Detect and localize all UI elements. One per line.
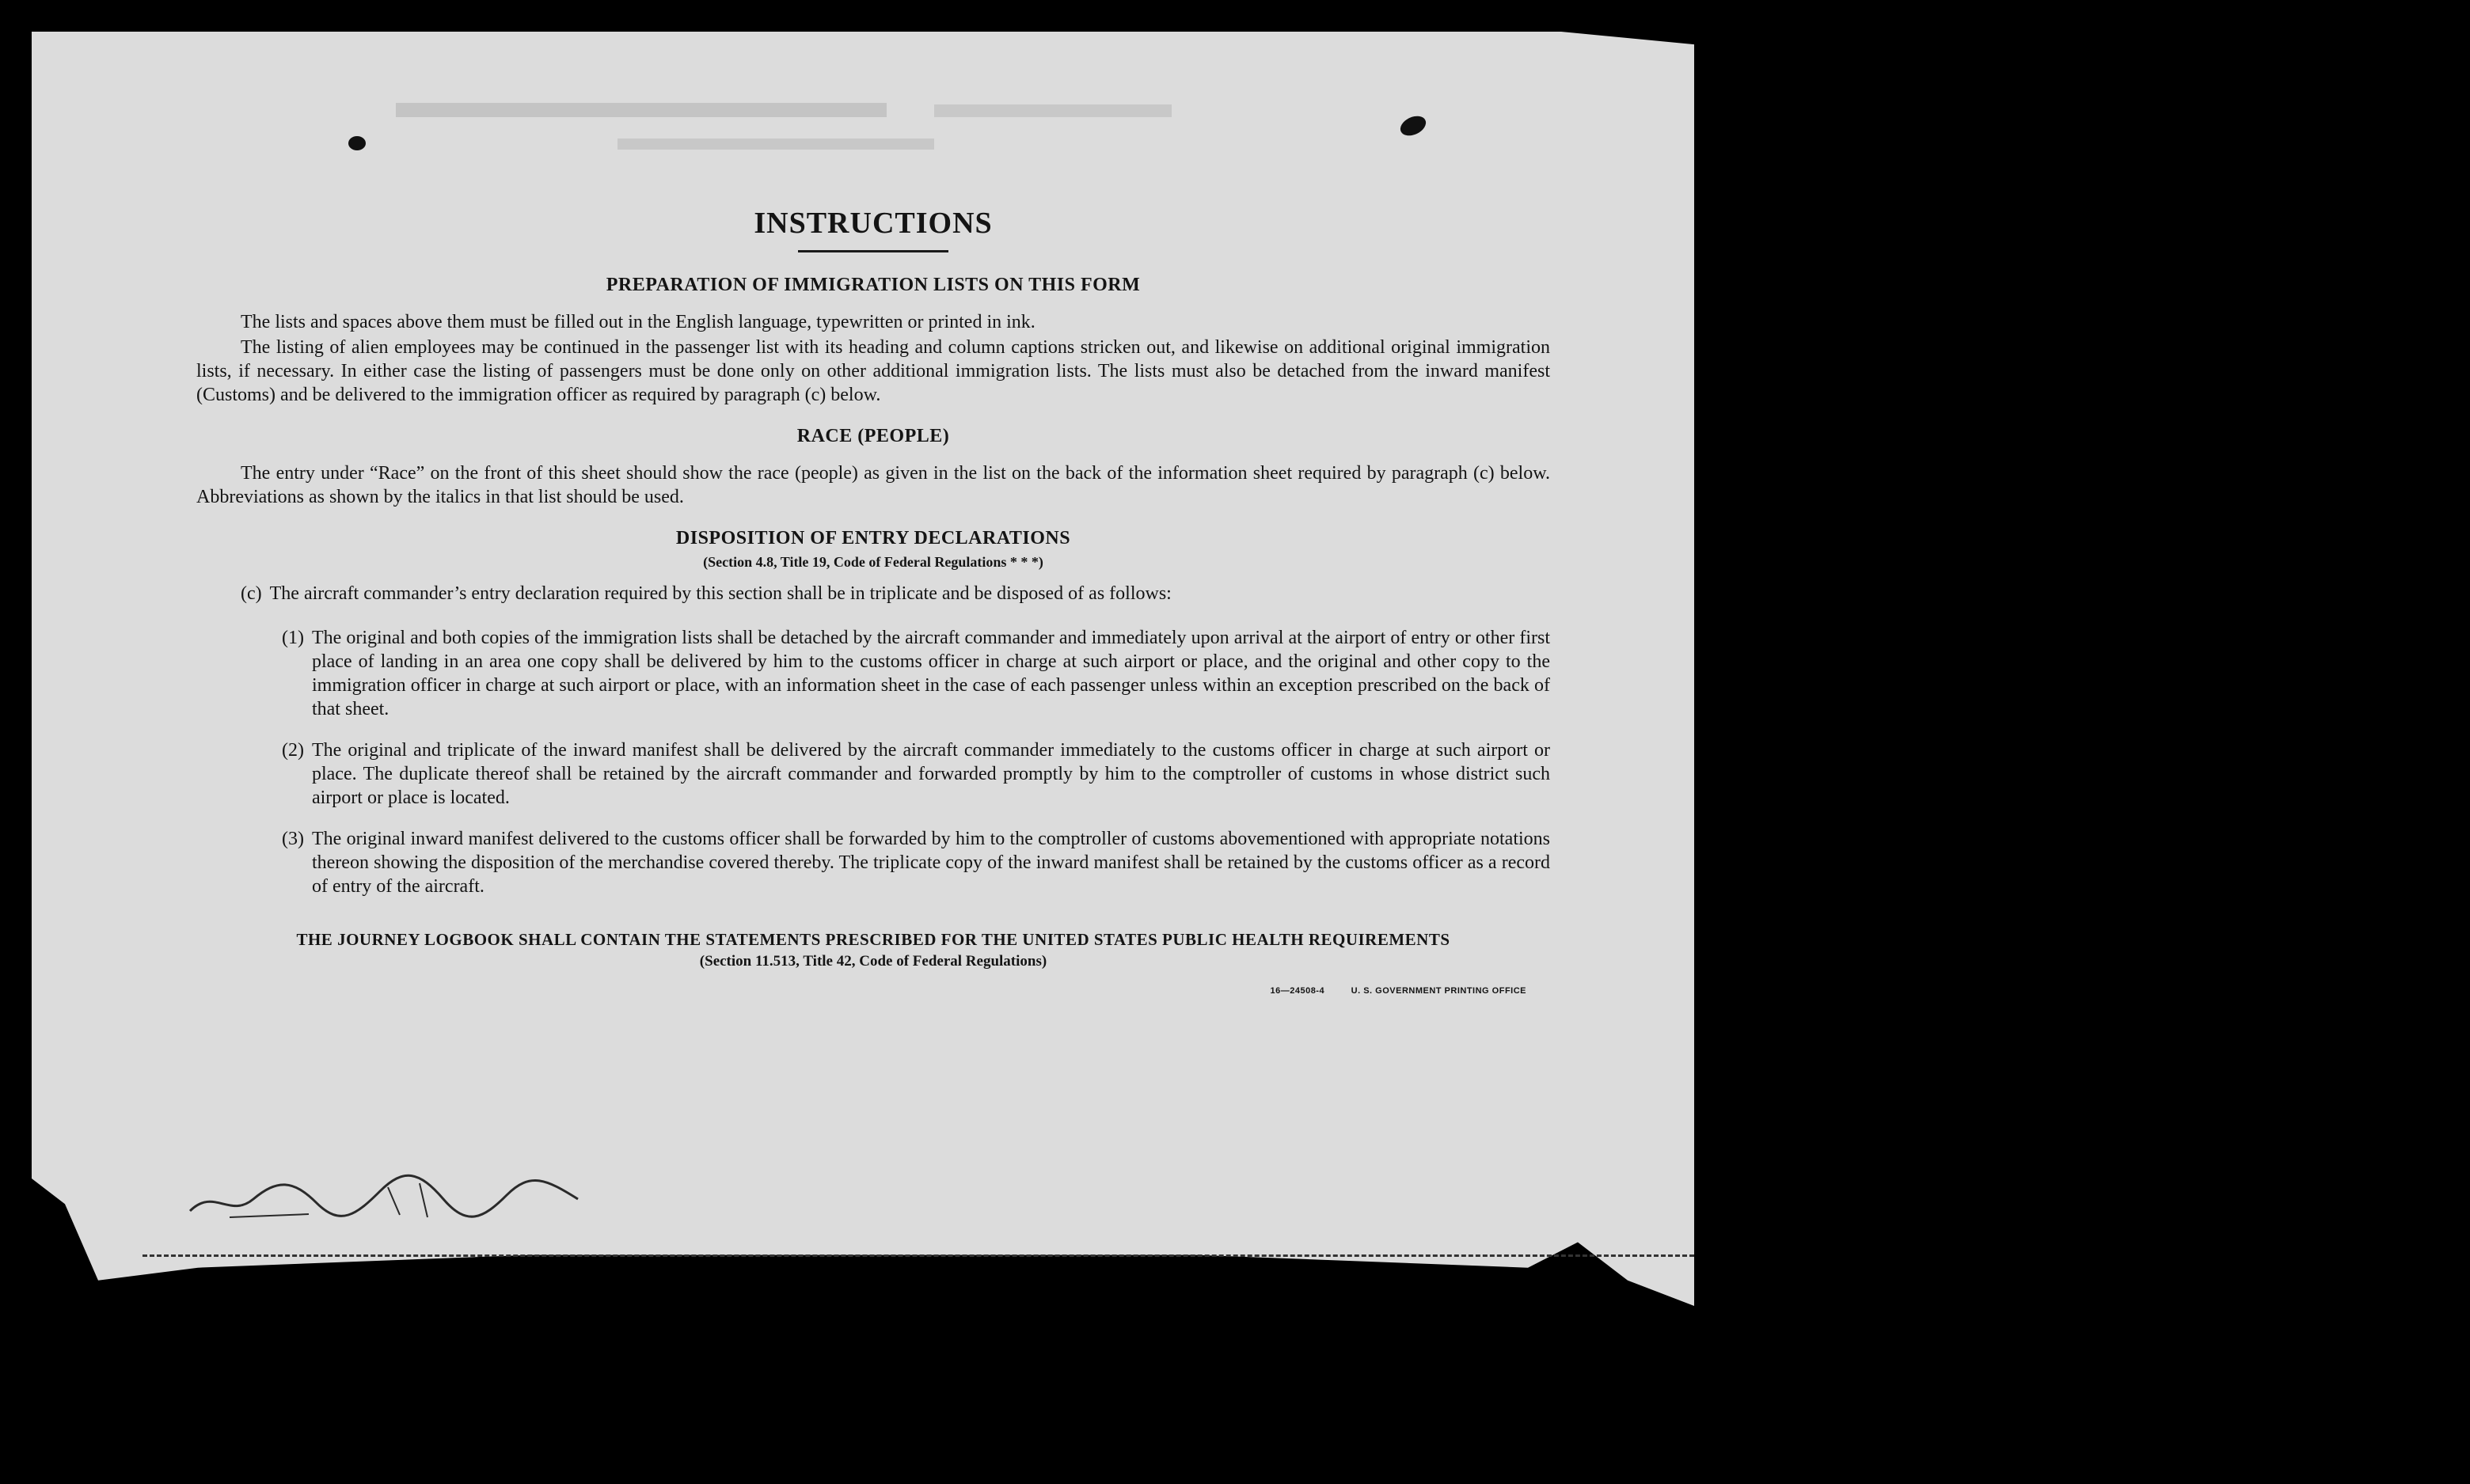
item-label: (3) — [282, 829, 304, 849]
logbook-heading: THE JOURNEY LOGBOOK SHALL CONTAIN THE STATEMENTS PRESCRIBED FOR THE UNITED STATES PUBLIC HEALTH REQUIREMENTS — [296, 930, 1450, 949]
item-text: The original inward manifest delivered to the customs officer shall be forwarded by him to the comptroller of customs abovementioned with appropriate notations thereon showing the disposition of the merchandise covered thereby. The triplicate copy of the inward manifest shall be retained by the customs officer as a record of entry of the aircraft. — [311, 829, 1550, 897]
item-label: (2) — [282, 740, 304, 761]
preparation-heading: PREPARATION OF IMMIGRATION LISTS ON THIS FORM — [606, 275, 1141, 295]
bleed-through-marks — [380, 95, 1488, 166]
disposition-item — [196, 827, 1550, 898]
instructions-body — [196, 198, 1550, 996]
paragraph-c-text: The aircraft commander’s entry declaration required by this section shall be in triplicate and be disposed of as follows: — [269, 583, 1172, 604]
item-label: (1) — [282, 628, 304, 648]
title-underline — [798, 250, 948, 252]
preparation-paragraph-1: The lists and spaces above them must be filled out in the English language, typewritten or printed in ink. — [241, 312, 1036, 332]
disposition-item — [196, 738, 1550, 810]
printer-name: U. S. GOVERNMENT PRINTING OFFICE — [1351, 986, 1526, 996]
disposition-heading: DISPOSITION OF ENTRY DECLARATIONS — [675, 528, 1071, 548]
hole-punch-mark — [348, 136, 366, 150]
race-paragraph: The entry under “Race” on the front of this sheet should show the race (people) as given in the list on the back of the information sheet required by paragraph (c) below. Abbreviations as shown by the italics in that list should be used. — [196, 463, 1550, 507]
item-text: The original and both copies of the immigration lists shall be detached by the aircraft commander and immediately upon arrival at the airport of entry or other first place of landing in an area one copy shall be delivered by him to the customs officer in charge at such airport or place, and the original and other copy to the immigration officer in charge at such airport or place, with an information sheet in the case of each passenger unless within an exception prescribed on the back of that sheet. — [311, 628, 1550, 719]
bleed-through-text — [380, 95, 1488, 166]
disposition-item — [196, 626, 1550, 721]
disposition-intro — [196, 582, 1550, 605]
printer-imprint — [196, 986, 1550, 996]
page-title: INSTRUCTIONS — [754, 207, 993, 240]
item-text: The original and triplicate of the inward manifest shall be delivered by the aircraft commander immediately to the customs officer in charge at such airport or place. The duplicate thereof shall be retained by the aircraft commander and forwarded promptly by him to the comptroller of customs in whose district such airport or place is located. — [311, 740, 1550, 808]
disposition-subheading: (Section 4.8, Title 19, Code of Federal Regulations * * *) — [703, 554, 1043, 570]
logbook-subheading: (Section 11.513, Title 42, Code of Federal Regulations) — [699, 953, 1047, 970]
preparation-paragraph-2: The listing of alien employees may be continued in the passenger list with its heading and column captions stricken out, and likewise on additional original immigration lists, if necessary. In either case the listing of passengers must be done only on other additional immigration lists. The lists must also be detached from the inward manifest (Customs) and be delivered to the immigration officer as required by paragraph (c) below. — [196, 337, 1550, 405]
handwritten-signature — [182, 1156, 594, 1227]
race-heading: RACE (PEOPLE) — [796, 426, 950, 446]
paragraph-c-label: (c) — [241, 583, 262, 604]
form-number: 16—24508-4 — [1270, 986, 1325, 996]
perforation-line — [142, 1254, 1694, 1257]
